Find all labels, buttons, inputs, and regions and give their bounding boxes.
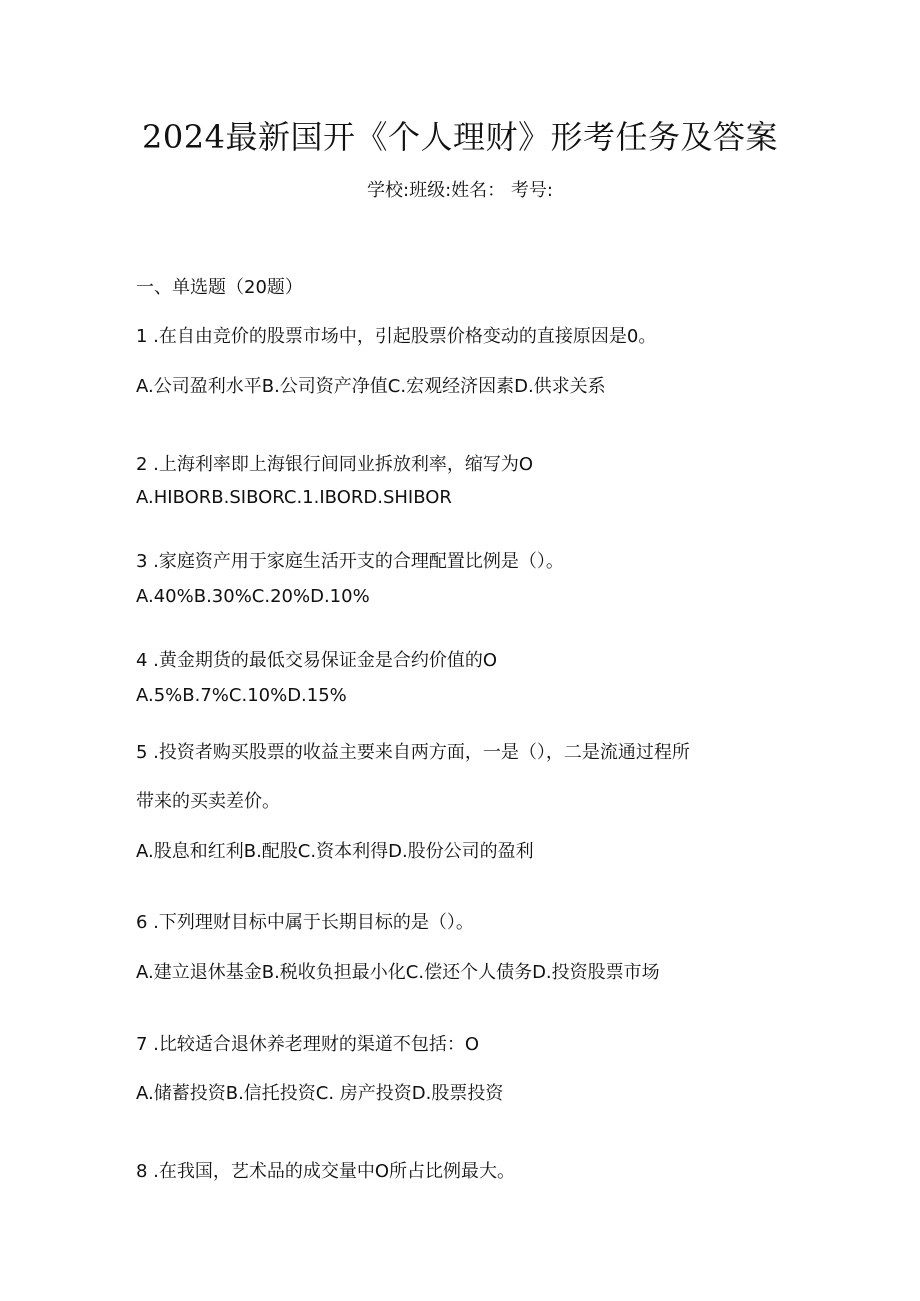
- question-5-stem-continued: 带来的买卖差价。: [136, 791, 280, 812]
- question-3-options: A.40%B.30%C.20%D.10%: [136, 586, 370, 607]
- question-4-options: A.5%B.7%C.10%D.15%: [136, 685, 347, 706]
- question-8-stem: 8 .在我国，艺术品的成交量中O所占比例最大。: [136, 1161, 516, 1182]
- question-1-options: A.公司盈利水平B.公司资产净值C.宏观经济因素D.供求关系: [136, 376, 606, 397]
- question-2-options: A.HIBORB.SIBORC.1.IBORD.SHIBOR: [136, 487, 452, 508]
- question-1-stem: 1 .在自由竞价的股票市场中，引起股票价格变动的直接原因是0。: [136, 326, 657, 347]
- question-7-options: A.储蓄投资B.信托投资C. 房产投资D.股票投资: [136, 1083, 504, 1104]
- question-5-options: A.股息和红利B.配股C.资本利得D.股份公司的盈利: [136, 841, 534, 862]
- question-4-stem: 4 .黄金期货的最低交易保证金是合约价值的O: [136, 650, 498, 671]
- question-6-stem: 6 .下列理财目标中属于长期目标的是（）。: [136, 912, 474, 933]
- question-5-stem: 5 .投资者购买股票的收益主要来自两方面，一是（），二是流通过程所: [136, 742, 690, 763]
- question-3-stem: 3 .家庭资产用于家庭生活开支的合理配置比例是（）。: [136, 551, 564, 572]
- document-title: 2024最新国开《个人理财》形考任务及答案: [142, 118, 778, 156]
- question-2-stem: 2 .上海利率即上海银行间同业拆放利率，缩写为O: [136, 454, 534, 475]
- question-7-stem: 7 .比较适合退休养老理财的渠道不包括：O: [136, 1034, 480, 1055]
- section-heading: 一、单选题（20题）: [136, 277, 303, 298]
- question-6-options: A.建立退休基金B.税收负担最小化C.偿还个人债务D.投资股票市场: [136, 962, 660, 983]
- student-info-line: 学校:班级:姓名： 考号:: [367, 180, 553, 201]
